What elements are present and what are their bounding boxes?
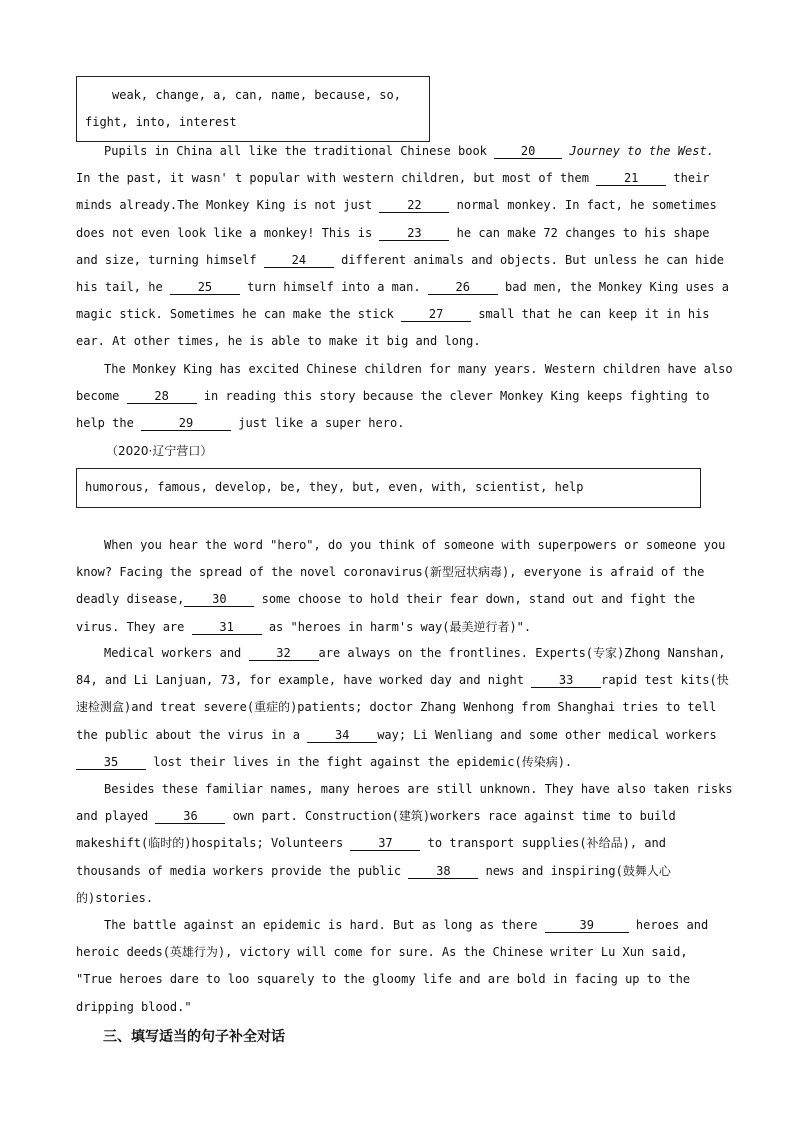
blank-38[interactable]: 38 — [408, 864, 478, 879]
word-bank-line: weak, change, a, can, name, because, so, — [112, 88, 401, 102]
blank-24[interactable]: 24 — [264, 253, 334, 268]
blank-28[interactable]: 28 — [127, 389, 197, 404]
word-bank-box-1 — [76, 76, 430, 142]
passage-battle: The battle against an epidemic is hard. But as long as there 39 heroes and heroic deeds(英雄行为), victory will come for sure. As the Chinese writer Lu Xun said, "True heroes dare to loo squarely to the gloomy life and are bold in facing up to the dripping blood." — [76, 918, 709, 1014]
blank-23[interactable]: 23 — [379, 226, 449, 241]
blank-27[interactable]: 27 — [401, 307, 471, 322]
passage-monkey-king: Pupils in China all like the traditional Chinese book 20 Journey to the West. In the past, it wasn' t popular with western children, but most of them 21 their minds already.The Monkey King is not just 22 normal monkey. In fact, he sometimes does not even look like a monkey! This is 23 he can make 72 changes to his shape and size, turning himself 24 different animals and objects. But unless he can hide his tail, he 25 turn himself into a man. 26 bad men, the Monkey King uses a magic stick. Sometimes he can make the stick 27 small that he can keep it in his ear. At other times, he is able to make it big and long. — [76, 144, 729, 349]
blank-21[interactable]: 21 — [596, 171, 666, 186]
passage-heroes: When you hear the word "hero", do you think of someone with superpowers or someone you know? Facing the spread of the novel coronavirus(新型冠状病毒), everyone is afraid of the deadly disease, 30 some choose to hold their fear down, stand out and fight the virus. They are 31 as "heroes in harm's way(最美逆行者)". — [76, 538, 726, 634]
passage-medical-workers: Medical workers and 32 are always on the frontlines. Experts(专家)Zhong Nanshan, 84, and Li Lanjuan, 73, for example, have worked day and night 33 rapid test kits(快 速检测盒)and treat severe(重症的)patients; doctor Zhang Wenhong from Shanghai tries to tell the public about the virus in a 34 way; Li Wenliang and some other medical workers 35 lost their lives in the fight against the epidemic(传染病). — [76, 646, 729, 769]
blank-32[interactable]: 32 — [249, 646, 319, 661]
blank-35[interactable]: 35 — [76, 755, 146, 770]
blank-26[interactable]: 26 — [428, 280, 498, 295]
blank-37[interactable]: 37 — [350, 836, 420, 851]
blank-34[interactable]: 34 — [307, 728, 377, 743]
exam-source-label: （2020·辽宁营口） — [106, 444, 213, 458]
blank-31[interactable]: 31 — [192, 620, 262, 635]
blank-29[interactable]: 29 — [141, 416, 231, 431]
word-bank-line: fight, into, interest — [85, 115, 237, 129]
word-bank-line: humorous, famous, develop, be, they, but, even, with, scientist, help — [85, 480, 584, 494]
section-heading: 三、填写适当的句子补全对话 — [103, 1029, 285, 1045]
blank-33[interactable]: 33 — [531, 673, 601, 688]
blank-36[interactable]: 36 — [155, 809, 225, 824]
passage-unknown-heroes: Besides these familiar names, many heroes are still unknown. They have also taken risks and played 36 own part. Construction(建筑)workers race against time to build makeshift(临时的)hospitals; Volunteers 37 to transport supplies(补给品), and thousands of media workers provide the public 38 news and inspiring(鼓舞人心 的)stories. — [76, 782, 733, 905]
blank-25[interactable]: 25 — [170, 280, 240, 295]
passage-monkey-king-2: The Monkey King has excited Chinese children for many years. Western children have also become 28 in reading this story because the clever Monkey King keeps fighting to help the 29 just like a super hero. — [76, 362, 733, 431]
word-bank-box-2 — [76, 468, 701, 508]
blank-39[interactable]: 39 — [545, 918, 629, 933]
blank-30[interactable]: 30 — [184, 592, 254, 607]
blank-22[interactable]: 22 — [379, 198, 449, 213]
blank-20[interactable]: 20 — [494, 144, 562, 159]
